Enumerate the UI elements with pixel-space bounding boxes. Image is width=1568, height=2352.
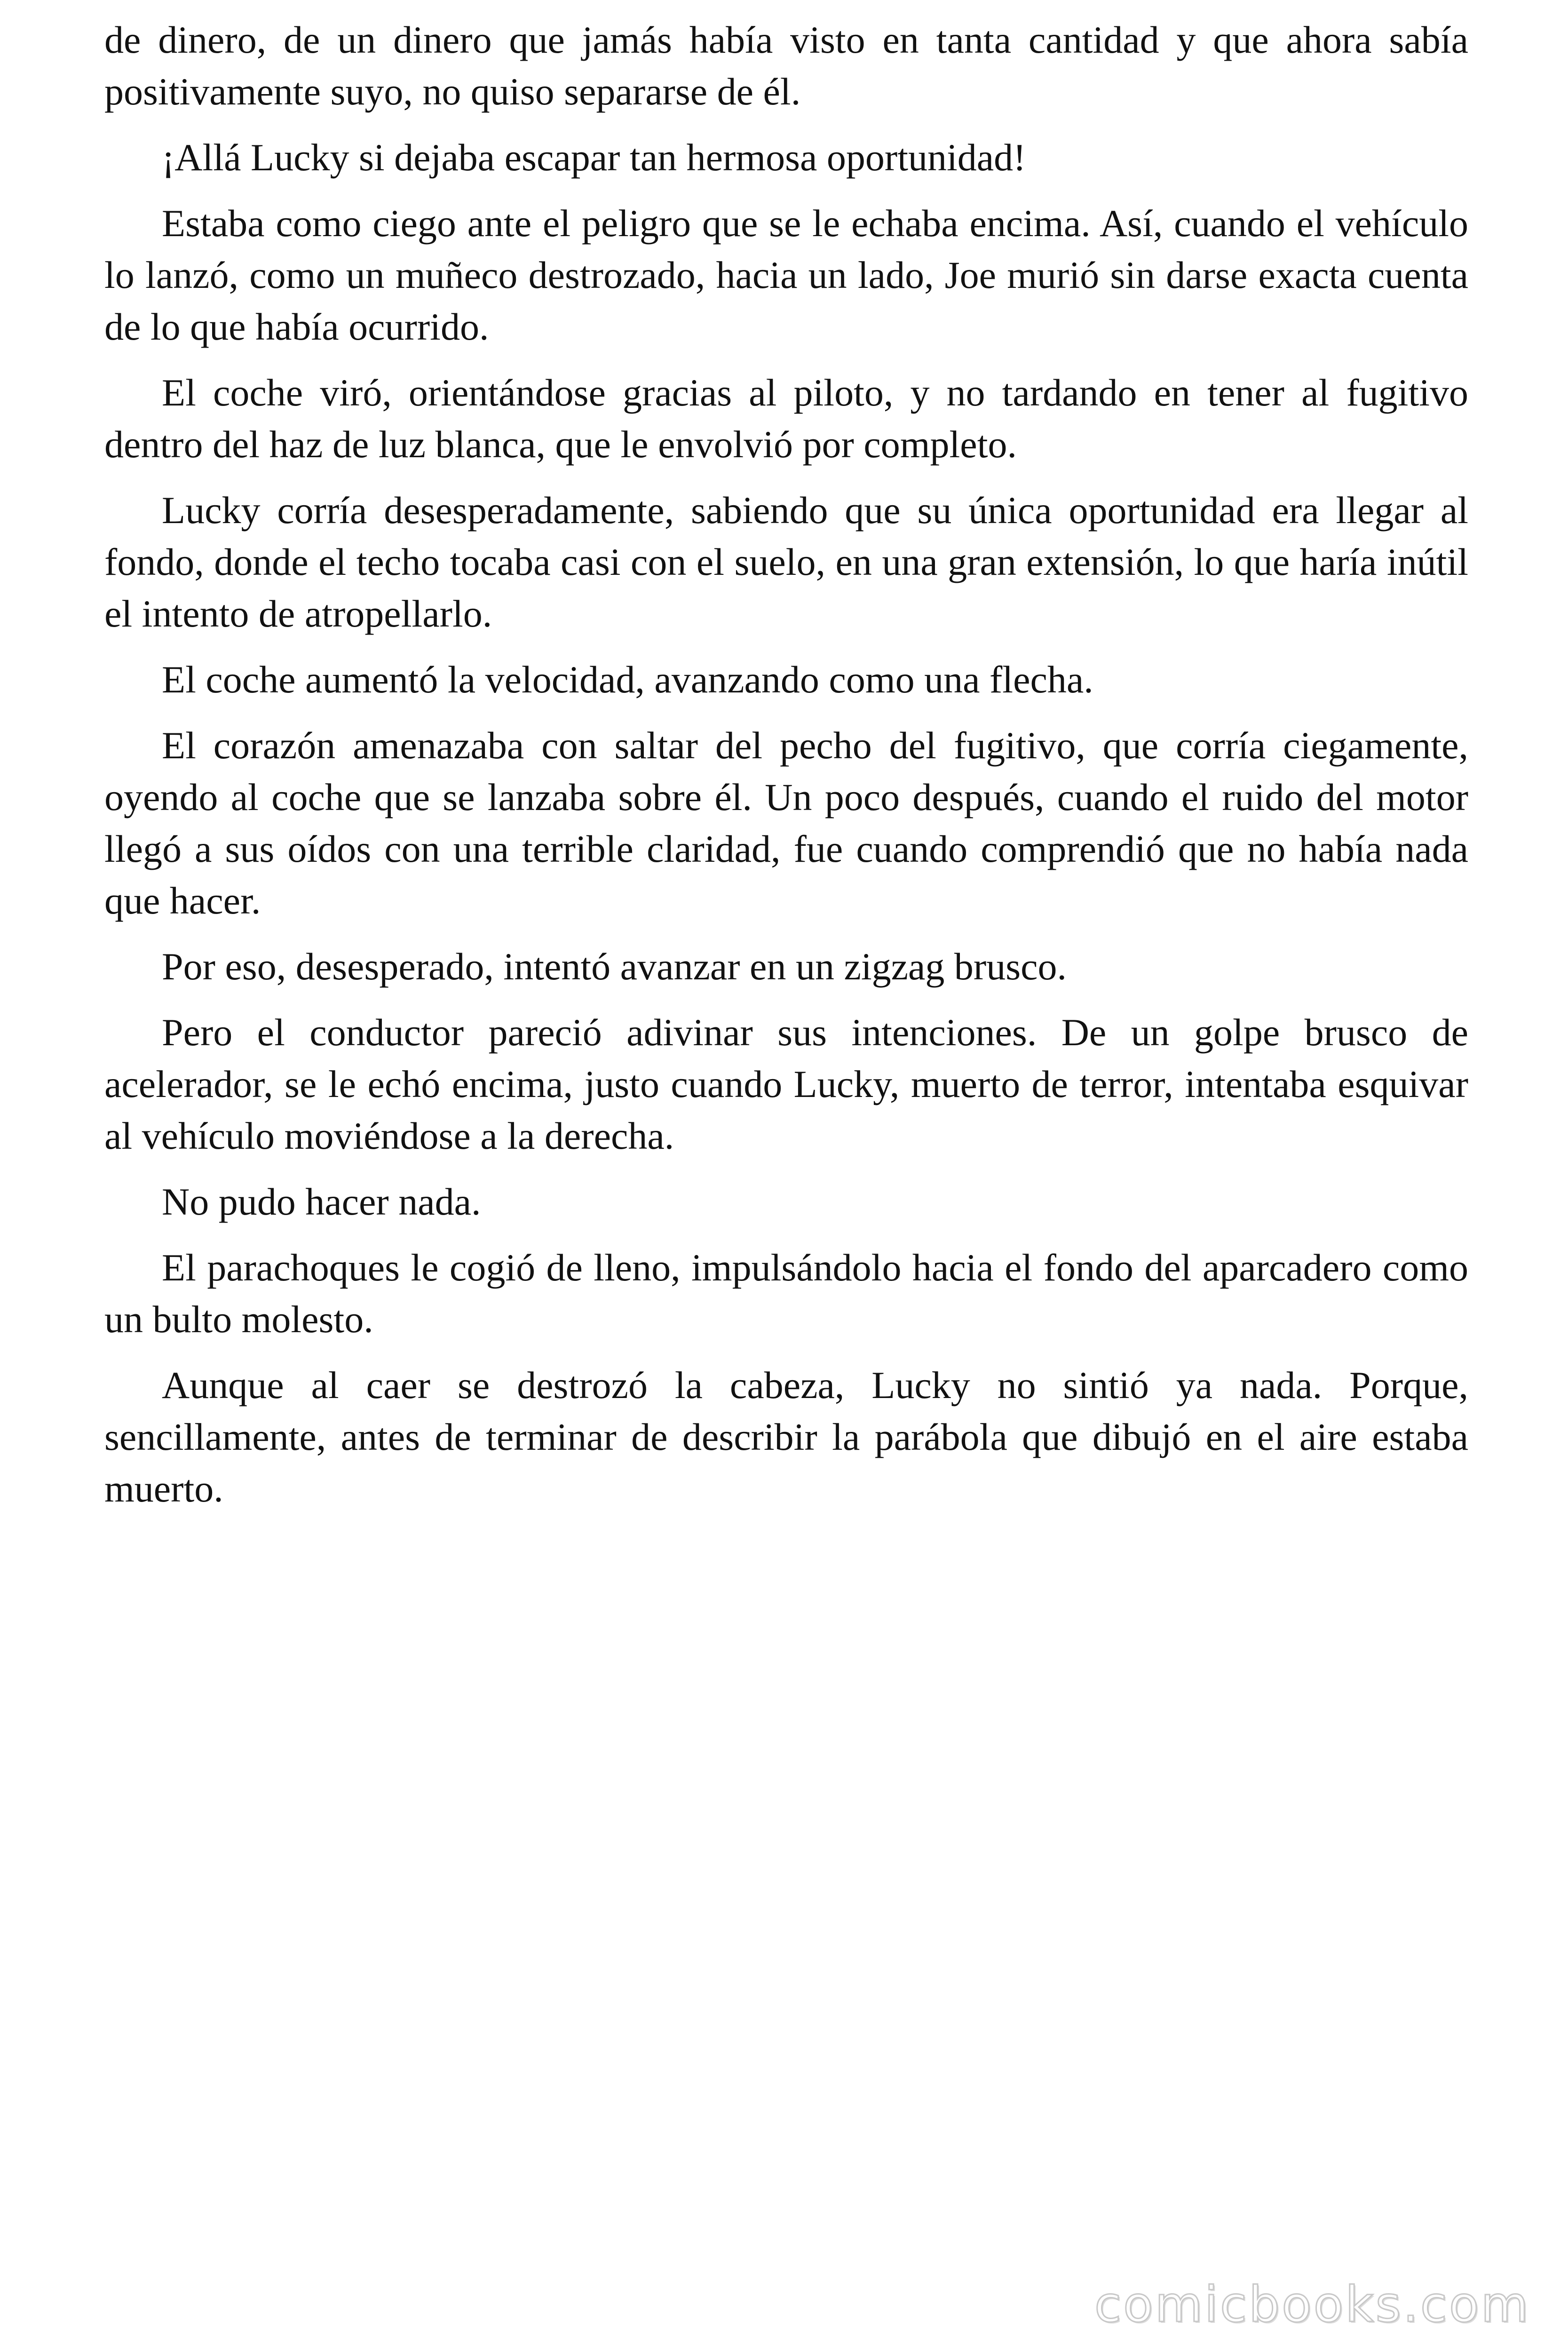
paragraph: No pudo hacer nada. bbox=[162, 1180, 481, 1223]
paragraph: El parachoques le cogió de lleno, impulsándolo hacia el fondo del aparcadero como un bulto molesto. bbox=[104, 1246, 1468, 1341]
paragraph: ¡Allá Lucky si dejaba escapar tan hermosa oportunidad! bbox=[162, 136, 1026, 179]
paragraph: de dinero, de un dinero que jamás había visto en tanta cantidad y que ahora sabía positivamente suyo, no quiso separarse de él. bbox=[104, 18, 1468, 113]
paragraph: Por eso, desesperado, intentó avanzar en un zigzag brusco. bbox=[162, 945, 1067, 988]
paragraph: El coche viró, orientándose gracias al piloto, y no tardando en tener al fugitivo dentro del haz de luz blanca, que le envolvió por completo. bbox=[104, 371, 1468, 466]
page-body bbox=[104, 14, 1468, 1529]
watermark: comicbooks.com bbox=[1094, 2276, 1530, 2333]
paragraph: El coche aumentó la velocidad, avanzando como una flecha. bbox=[162, 658, 1093, 701]
paragraph: Estaba como ciego ante el peligro que se le echaba encima. Así, cuando el vehículo lo lanzó, como un muñeco destrozado, hacia un lado, Joe murió sin darse exacta cuenta de lo que había ocurrido. bbox=[104, 202, 1468, 348]
paragraph: Pero el conductor pareció adivinar sus intenciones. De un golpe brusco de acelerador, se le echó encima, justo cuando Lucky, muerto de terror, intentaba esquivar al vehículo moviéndose a la derecha. bbox=[104, 1011, 1468, 1157]
paragraph: Lucky corría desesperadamente, sabiendo que su única oportunidad era llegar al fondo, donde el techo tocaba casi con el suelo, en una gran extensión, lo que haría inútil el intento de atropellarlo. bbox=[104, 489, 1468, 635]
paragraph: El corazón amenazaba con saltar del pecho del fugitivo, que corría ciegamente, oyendo al coche que se lanzaba sobre él. Un poco después, cuando el ruido del motor llegó a sus oídos con una terrible claridad, fue cuando comprendió que no había nada que hacer. bbox=[104, 724, 1468, 922]
paragraph: Aunque al caer se destrozó la cabeza, Lucky no sintió ya nada. Porque, sencillamente, antes de terminar de describir la parábola que dibujó en el aire estaba muerto. bbox=[104, 1364, 1468, 1510]
